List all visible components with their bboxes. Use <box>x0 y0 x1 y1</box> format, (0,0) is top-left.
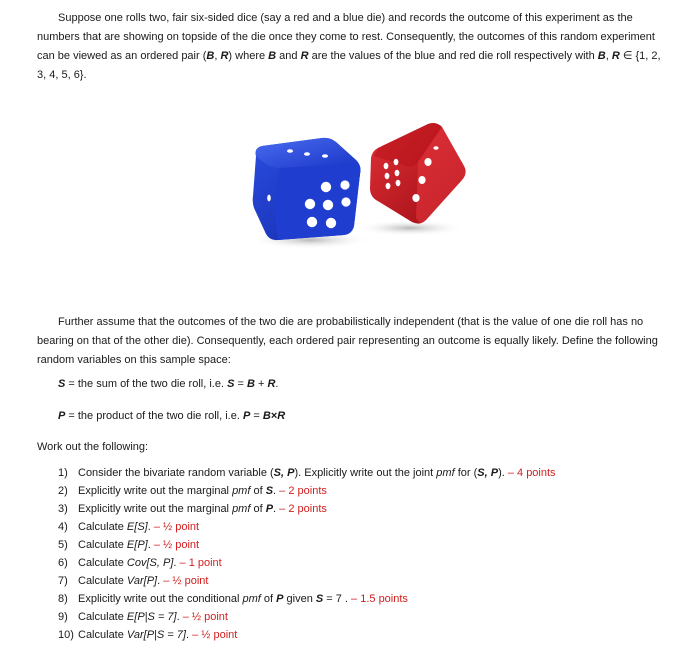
work-heading: Work out the following: <box>37 441 149 453</box>
task-points: – ½ point <box>153 521 200 533</box>
task-points: – ½ point <box>153 539 200 551</box>
task-text: Calculate <box>78 539 127 551</box>
task-term: pmf <box>242 593 261 605</box>
definition-text: = the sum of the two die roll, i.e. <box>65 378 228 390</box>
task-expr: Var[P] <box>126 575 158 587</box>
task-points: – ½ point <box>163 575 209 587</box>
set-notation: ∈ {1, 2, 3, 4, 5, 6}. <box>37 50 661 81</box>
task-expr: E[P|S = 7] <box>126 611 177 623</box>
task-var: S <box>265 485 274 497</box>
task-text: = 7 . <box>323 593 352 605</box>
task-item <box>58 590 556 608</box>
task-number: 4) <box>58 521 68 533</box>
var-b: B <box>206 50 215 62</box>
task-expr: E[S] <box>126 521 148 533</box>
task-expr: E[P] <box>126 539 148 551</box>
red-die <box>370 123 466 224</box>
task-text: Explicitly write out the conditional <box>78 593 243 605</box>
equals: = <box>250 410 263 422</box>
intro-text: Suppose one rolls two, fair six-sided dice (say a red and a blue die) and records the outcome of this experiment as the numbers that are showing on topside of the die once they come to rest. Consequently, the outcomes of this random experiment can be viewed as an ordered pair ( <box>37 12 655 62</box>
task-item <box>58 536 556 554</box>
task-text: Explicitly write out the marginal <box>78 485 233 497</box>
red-die-shadow <box>355 220 465 236</box>
var-b: B <box>268 50 277 62</box>
definition-p <box>58 410 285 422</box>
task-text: Calculate <box>78 629 127 641</box>
task-text: . <box>147 521 154 533</box>
task-item <box>58 518 556 536</box>
definition-s <box>58 378 278 390</box>
task-item <box>58 626 556 644</box>
comma: , <box>214 50 221 62</box>
var-b: B <box>246 378 255 390</box>
task-points: – 2 points <box>279 503 327 515</box>
var-r: R <box>267 378 276 390</box>
task-list <box>58 464 556 644</box>
definition-text: = the product of the two die roll, i.e. <box>65 410 243 422</box>
task-text: . <box>273 485 280 497</box>
task-var: S <box>315 593 324 605</box>
comma: , <box>605 50 612 62</box>
task-expr: Var[P|S = 7] <box>126 629 186 641</box>
task-points: – ½ point <box>192 629 238 641</box>
var-r: R <box>300 50 309 62</box>
task-text: . <box>185 629 193 641</box>
task-text: Calculate <box>78 575 127 587</box>
var-s: S <box>227 378 235 390</box>
task-text: for ( <box>454 467 478 479</box>
task-points: – 1.5 points <box>351 593 408 605</box>
task-text: . <box>157 575 164 587</box>
period: . <box>275 378 279 390</box>
task-item <box>58 554 556 572</box>
task-var: P <box>265 503 274 515</box>
task-text: Consider the bivariate random variable ( <box>78 467 274 479</box>
var-s: S <box>58 378 66 390</box>
var-b: B <box>597 50 606 62</box>
task-item <box>58 482 556 500</box>
var-r: R <box>277 410 286 422</box>
task-text: Explicitly write out the marginal <box>78 503 233 515</box>
blue-die <box>253 138 361 240</box>
task-points: – 4 points <box>507 467 556 479</box>
equals: = <box>234 378 247 390</box>
task-number: 10) <box>58 629 74 641</box>
task-points: – 2 points <box>279 485 327 497</box>
var-r: R <box>220 50 229 62</box>
task-text: . <box>147 539 154 551</box>
task-text: . <box>176 611 183 623</box>
task-text: ). <box>498 467 508 479</box>
task-text: Calculate <box>78 521 127 533</box>
task-text: . <box>273 503 280 515</box>
task-text: ). Explicitly write out the joint <box>294 467 437 479</box>
dice-image <box>250 118 470 258</box>
task-var: P <box>276 593 284 605</box>
var-r: R <box>611 50 620 62</box>
task-item <box>58 500 556 518</box>
times: × <box>270 410 278 422</box>
task-number: 9) <box>58 611 68 623</box>
task-number: 2) <box>58 485 68 497</box>
intro-mid: ) where <box>228 50 269 62</box>
task-item <box>58 464 556 482</box>
task-text: of <box>250 485 266 497</box>
task-var: S, P <box>273 467 295 479</box>
task-var: S, P <box>477 467 499 479</box>
var-p: P <box>242 410 251 422</box>
task-item <box>58 608 556 626</box>
task-number: 5) <box>58 539 68 551</box>
task-points: – ½ point <box>182 611 228 623</box>
task-term: pmf <box>232 485 251 497</box>
task-number: 7) <box>58 575 68 587</box>
task-points: – 1 point <box>179 557 222 569</box>
task-text: . <box>173 557 180 569</box>
intro-and: and <box>276 50 301 62</box>
var-b: B <box>262 410 271 422</box>
plus: + <box>254 378 268 390</box>
var-p: P <box>58 410 66 422</box>
task-item <box>58 572 556 590</box>
task-term: pmf <box>436 467 455 479</box>
task-text: Calculate <box>78 557 127 569</box>
task-text: of <box>250 503 266 515</box>
assumption-paragraph: Further assume that the outcomes of the two die are probabilistically independent (that is the value of one die roll has no bearing on that of the other die). Consequently, each ordered pair representing an outcome is equally likely. Define the following random variables on this sample space: <box>37 316 658 366</box>
task-text: of <box>260 593 277 605</box>
task-text: given <box>283 593 316 605</box>
task-number: 1) <box>58 467 68 479</box>
task-term: pmf <box>232 503 251 515</box>
task-number: 3) <box>58 503 68 515</box>
intro-after: are the values of the blue and red die roll respectively with <box>308 50 598 62</box>
task-number: 6) <box>58 557 68 569</box>
intro-paragraph <box>37 9 672 85</box>
task-expr: Cov[S, P] <box>126 557 174 569</box>
task-text: Calculate <box>78 611 127 623</box>
task-number: 8) <box>58 593 68 605</box>
